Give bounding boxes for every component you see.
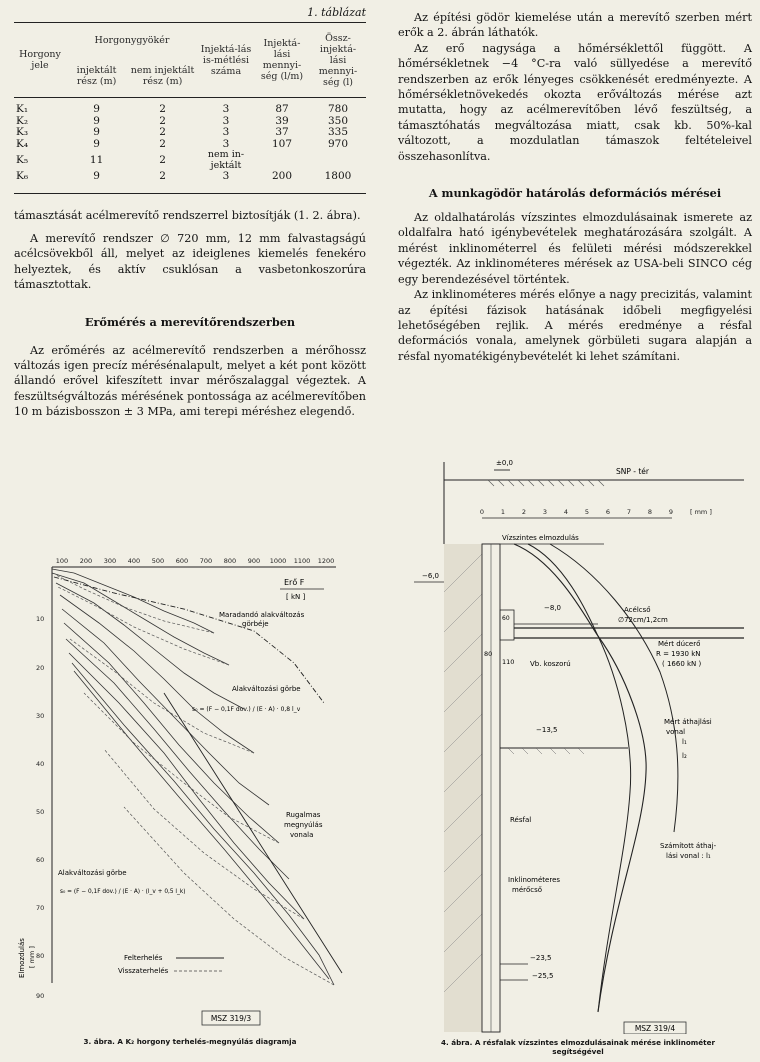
elastic-label-2: megnyúlás (284, 821, 323, 829)
scale-tick: 9 (668, 508, 674, 516)
x-tick: 1100 (293, 557, 311, 565)
cell-id: K₁ (16, 103, 29, 115)
cell-total-qty: 335 (327, 126, 349, 138)
level-255: −25,5 (532, 972, 554, 980)
x-tick: 100 (55, 557, 69, 565)
cell-reinjections: 3 (222, 114, 230, 127)
x-tick: 600 (175, 557, 189, 565)
y-axis-label: Elmozdulás (18, 938, 26, 978)
left-column (14, 0, 366, 420)
cell-injected: 9 (93, 114, 100, 127)
header-injected: injektált rész (m) (76, 65, 117, 87)
figure-4-caption-line2: segítségével (552, 1047, 604, 1056)
force-unit: [ kN ] (286, 593, 306, 601)
left-paragraph-1: támasztását acélmerevítő rendszerrel biztosítják (1. 2. ábra). (14, 208, 361, 222)
table-row (14, 116, 366, 128)
scale-tick: 8 (647, 508, 653, 516)
mert-2: vonal (666, 728, 686, 736)
cell-id: K₅ (16, 153, 29, 166)
x-tick: 300 (103, 557, 117, 565)
cell-not-injected: 2 (159, 114, 166, 127)
measured-curve-l2 (528, 544, 631, 1012)
deform-formula: s₀ = (F − 0,1F dov.) / (E · A) · 0,8 l_v (192, 706, 301, 713)
header-not-injected: nem injektált rész (m) (130, 65, 195, 87)
cell-reinjections: 3 (222, 103, 230, 115)
scale-tick: 7 (626, 508, 632, 516)
elastic-label-1: Rugalmas (286, 811, 321, 819)
acelcso-1: Acélcső (624, 606, 651, 614)
anchor-table (14, 23, 366, 194)
scale-unit: [ mm ] (690, 508, 712, 516)
scale-tick: 5 (584, 508, 590, 516)
fig3-stamp: MSZ 319/3 (210, 1014, 252, 1023)
cell-inject-qty: 39 (275, 114, 289, 127)
load-curves (52, 569, 334, 985)
dim-80: 80 (484, 650, 493, 658)
scale-tick: 1 (500, 508, 506, 516)
cell-id: K₃ (16, 126, 29, 138)
x-tick: 900 (247, 557, 261, 565)
cell-total-qty: 970 (327, 137, 349, 150)
cell-total-qty: 350 (327, 114, 349, 127)
y-tick: 10 (36, 615, 45, 623)
figure-3-diagram (14, 553, 366, 1033)
remaining-label: Maradandó alakváltozás (219, 611, 305, 619)
cell-id: K₆ (16, 170, 29, 182)
table-row (14, 98, 366, 116)
cell-inject-qty: 107 (271, 137, 293, 150)
cell-injected: 9 (93, 126, 100, 138)
cell-total-qty: 1800 (324, 170, 352, 182)
cell-reinjections: nem in-jektált (207, 149, 245, 171)
cell-injected: 9 (93, 137, 100, 150)
x-tick: 1000 (269, 557, 287, 565)
y-tick: 70 (36, 904, 45, 912)
y-tick: 90 (36, 992, 45, 1000)
mert-1: Mért áthajlási (664, 718, 712, 726)
header-inject-qty: Injektá-lási mennyi-ség (l/m) (260, 38, 304, 82)
right-paragraph-2: Az erő nagysága a hőmérséklettől függött. A hőmérsékletnek −4 °C-ra való süllyedése a merevítő rendszerben az erők lényeges csökkenését eredményezte. A hőmérsékletnövekedés okozta erőváltozás mérése azt mutatta, hogy az acélmerevítőben lévő feszültség, a támasztóhatás megváltozása miatt, csak kb. 50%-kal változott, a mozdulatlan támaszok feltételeivel összehasonlítva. (398, 41, 752, 163)
cell-id: K₄ (16, 137, 29, 150)
table-row (14, 171, 366, 193)
right-paragraph-4: Az inklinométeres mérés előnye a nagy precizitás, valamint az építési fázisok hatásának időbeli megfigyelési lehetőségében rejlik. A mérés eredménye a résfal deformációs vonala, amelynek görbületi sugara alapján a résfal nyomatékigénybevételét ki lehet számítani. (398, 288, 752, 363)
header-root-group: Horgonygyökér (94, 35, 170, 46)
resfal-label: Résfal (510, 816, 532, 824)
ducero-1: Mért dúcerő (658, 640, 701, 648)
level-6: −6,0 (422, 572, 439, 580)
x-tick: 500 (151, 557, 165, 565)
ducero-2: R = 1930 kN (656, 650, 701, 658)
header-reinjections: Injektá-lás is-métlési száma (200, 43, 252, 77)
scale-tick: 3 (542, 508, 548, 516)
header-anchor-id: Horgony jele (19, 49, 61, 71)
figure-4-diagram (398, 452, 758, 1034)
acelcso-2: ∅72cm/1,2cm (618, 616, 668, 624)
cell-total-qty: 780 (327, 103, 349, 115)
elastic-line (164, 693, 342, 973)
table-row (14, 150, 366, 171)
dim-60: 60 (502, 615, 510, 622)
level-top: ±0,0 (496, 459, 513, 467)
left-paragraph-3: Az erőmérés az acélmerevítő rendszerben a mérőhossz változás igen precíz mérésénalapult, melyet a két pont között állandó erővel kifeszített invar mérőszalaggal végeztek. A feszültségváltozás mérésének pontossága az acélmerevítőben 10 m bázisbosszon ± 3 MPa, ami terepi méréshez elegendő. (14, 343, 366, 419)
table-row (14, 139, 366, 151)
elastic-label-3: vonala (290, 831, 314, 839)
calc-curve (550, 544, 678, 832)
y-tick: 60 (36, 856, 45, 864)
right-column (398, 0, 752, 364)
dim-110: 110 (502, 658, 515, 666)
y-tick: 30 (36, 712, 45, 720)
force-label: Erő F (284, 578, 305, 587)
cell-reinjections: 3 (222, 137, 230, 150)
level-8: −8,0 (544, 604, 561, 612)
cell-not-injected: 2 (159, 126, 166, 138)
deform2-formula: s₀ = (F − 0,1F dov.) / (E · A) · (l_v + 0,5 l_k) (60, 889, 186, 895)
level-235: −23,5 (530, 954, 552, 962)
y-tick: 80 (36, 952, 45, 960)
deform2-label: Alakváltozási görbe (58, 869, 127, 877)
cell-not-injected: 2 (159, 103, 166, 115)
inkl-2: mérőcső (512, 886, 543, 894)
x-tick: 800 (223, 557, 237, 565)
koszoru-label: Vb. koszorú (530, 660, 571, 668)
right-paragraph-3: Az oldalhatárolás vízszintes elmozdulásainak ismerete az oldalfalra ható igénybevételek meghatározására szolgált. A mérést inklinométerrel és felületi mérési módszerekkel végezték. Az inklinométeres mérések az USA-beli SINCO cég egy berendezésével történtek. (398, 211, 752, 286)
ducero-3: ( 1660 kN ) (662, 660, 702, 668)
inkl-1: Inklinométeres (508, 876, 561, 884)
figure-3 (14, 553, 366, 1058)
scale-tick: 0 (479, 508, 485, 516)
header-total-qty: Össz-injektá-lási mennyi-ség (l) (318, 32, 358, 88)
left-paragraph-2: A merevítő rendszer ∅ 720 mm, 12 mm falvastagságú acélcsövekből áll, melyet az ideiglenes kiemelés fenekéro helyeztek, és aktív csuklósan a vasbetonkoszorúra támasztottak. (14, 231, 366, 292)
y-tick: 20 (36, 664, 45, 672)
x-tick: 200 (79, 557, 93, 565)
cell-not-injected: 2 (159, 137, 166, 150)
szam-1: Számított áthaj- (660, 842, 717, 850)
snp-label: SNP - tér (616, 467, 650, 476)
cell-reinjections: 3 (222, 126, 230, 138)
right-heading: A munkagödör határolás deformációs mérései (428, 186, 722, 201)
cell-not-injected: 2 (159, 170, 166, 182)
cell-reinjections: 3 (222, 170, 230, 182)
right-paragraph-1: Az építési gödör kiemelése után a merevítő szerben mért erők a 2. ábrán láthatók. (398, 11, 752, 40)
cell-inject-qty: 87 (275, 103, 289, 115)
deform-label: Alakváltozási görbe (232, 685, 301, 693)
szam-2: lási vonal : l₁ (666, 852, 711, 860)
x-tick: 700 (199, 557, 213, 565)
y-tick: 50 (36, 808, 45, 816)
figure-4 (398, 452, 758, 1058)
scale-tick: 6 (605, 508, 611, 516)
cell-inject-qty: 200 (271, 170, 293, 182)
cell-id: K₂ (16, 114, 29, 127)
cell-inject-qty (254, 150, 310, 171)
horiz-disp-label: Vízszintes elmozdulás (502, 534, 579, 542)
y-tick: 40 (36, 760, 45, 768)
fig4-stamp: MSZ 319/4 (634, 1024, 676, 1033)
cell-inject-qty: 37 (275, 126, 289, 138)
cell-injected: 9 (93, 170, 100, 182)
cell-injected: 9 (93, 103, 100, 115)
unload-curves (56, 575, 334, 985)
x-tick: 400 (127, 557, 141, 565)
l2-label: l₂ (682, 752, 687, 760)
cell-injected: 11 (89, 153, 104, 166)
legend-load: Felterhelés (124, 954, 163, 962)
l1-label: l₁ (682, 738, 687, 746)
scale-tick: 2 (521, 508, 527, 516)
legend-unload: Visszaterhelés (118, 967, 169, 975)
left-heading: Erőmérés a merevítőrendszerben (84, 314, 296, 329)
table-row (14, 127, 366, 139)
level-135: −13,5 (536, 726, 558, 734)
remaining-label-2: görbéje (242, 620, 269, 628)
cell-not-injected: 2 (159, 153, 166, 166)
scale-tick: 4 (563, 508, 569, 516)
figure-3-caption: 3. ábra. A K₂ horgony terhelés-megnyúlás diagramja (83, 1037, 297, 1046)
cell-total-qty (310, 150, 366, 171)
table-caption: 1. táblázat (14, 0, 366, 23)
y-axis-unit: [ mm ] (28, 946, 36, 968)
x-tick: 1200 (317, 557, 335, 565)
figure-4-caption-line1: 4. ábra. A résfalak vízszintes elmozdulásainak mérése inklinométer (440, 1038, 716, 1047)
